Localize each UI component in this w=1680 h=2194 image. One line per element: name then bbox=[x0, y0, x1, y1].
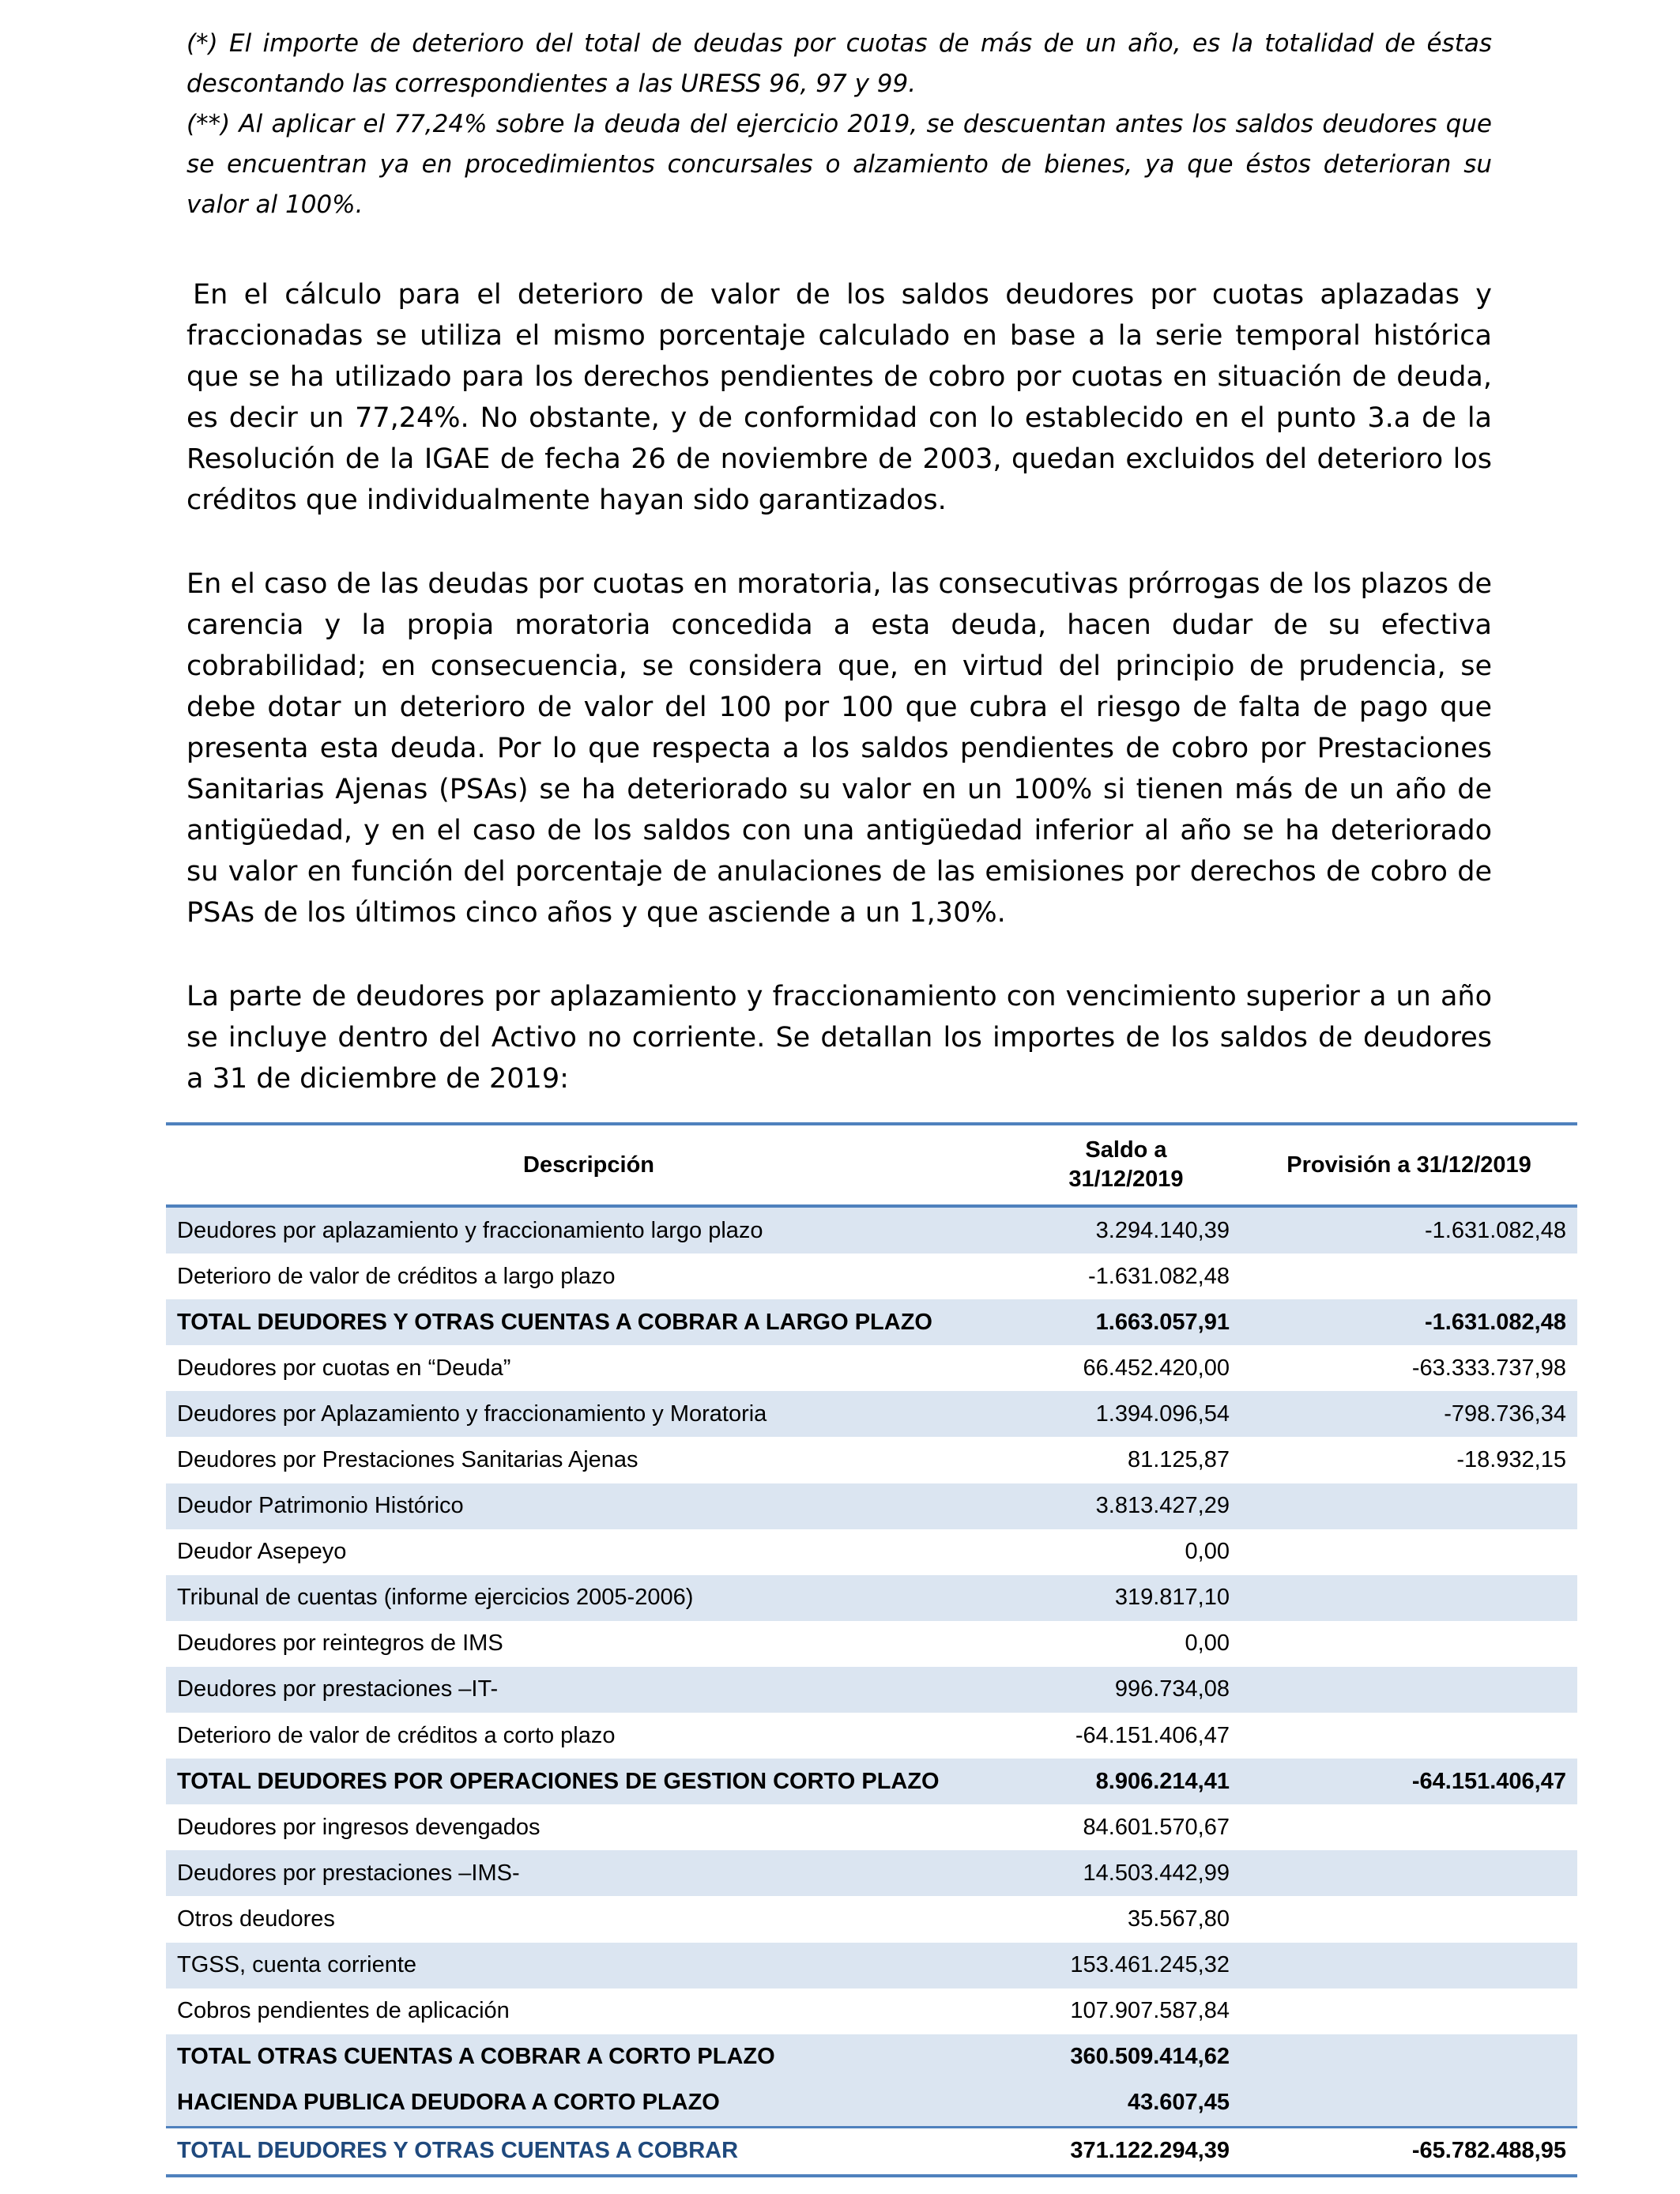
row-description: TOTAL DEUDORES Y OTRAS CUENTAS A COBRAR bbox=[166, 2127, 1011, 2176]
row-saldo: 3.813.427,29 bbox=[1011, 1483, 1241, 1529]
row-saldo: 8.906.214,41 bbox=[1011, 1759, 1241, 1804]
table-row bbox=[166, 1391, 1577, 1437]
row-description: TOTAL DEUDORES POR OPERACIONES DE GESTION CORTO PLAZO bbox=[166, 1759, 1011, 1804]
row-description: Cobros pendientes de aplicación bbox=[177, 1998, 510, 2024]
row-description: Tribunal de cuentas (informe ejercicios 2005-2006) bbox=[166, 1575, 1011, 1621]
table-row bbox=[166, 1713, 1577, 1759]
table-row bbox=[166, 1896, 1577, 1942]
row-provision bbox=[1241, 1943, 1577, 1989]
footnote-1: (*) El importe de deterioro del total de deudas por cuotas de más de un año, es la totalidad de éstas descontando las correspondientes a las URESS 96, 97 y 99. bbox=[186, 29, 1492, 98]
row-provision: -18.932,15 bbox=[1456, 1447, 1566, 1473]
table-row bbox=[166, 1943, 1577, 1989]
table-row bbox=[166, 1621, 1577, 1667]
row-provision bbox=[1241, 1253, 1577, 1299]
row-saldo: 360.509.414,62 bbox=[1011, 2034, 1241, 2080]
deudores-table-wrapper bbox=[166, 1122, 1577, 2177]
row-saldo: 1.394.096,54 bbox=[1011, 1391, 1241, 1437]
table-row bbox=[166, 1575, 1577, 1621]
header-descripcion: Descripción bbox=[166, 1124, 1011, 1206]
deudores-table bbox=[166, 1122, 1577, 2177]
footnote-2: (**) Al aplicar el 77,24% sobre la deuda del ejercicio 2019, se descuentan antes los saldos deudores que se encuentran ya en procedimientos concursales o alzamiento de bienes, ya que éstos deterioran su valor al 100%. bbox=[186, 110, 1492, 219]
row-description: TGSS, cuenta corriente bbox=[166, 1943, 1011, 1989]
table-row bbox=[166, 1483, 1577, 1529]
table-header-row bbox=[166, 1124, 1577, 1206]
row-saldo: 153.461.245,32 bbox=[1011, 1943, 1241, 1989]
row-saldo: 66.452.420,00 bbox=[1083, 1355, 1230, 1381]
row-description: Deudores por prestaciones –IMS- bbox=[166, 1850, 1011, 1896]
table-row bbox=[166, 1989, 1577, 2034]
table-row bbox=[166, 1253, 1577, 1299]
header-saldo-line2: 31/12/2019 bbox=[1068, 1167, 1184, 1192]
row-description: Deudores por cuotas en “Deuda” bbox=[177, 1355, 511, 1381]
row-saldo: 84.601.570,67 bbox=[1083, 1814, 1230, 1840]
row-saldo: 996.734,08 bbox=[1011, 1667, 1241, 1713]
row-provision bbox=[1241, 1483, 1577, 1529]
paragraph-3: La parte de deudores por aplazamiento y fraccionamiento con vencimiento superior a un año se incluye dentro del Activo no corriente. Se detallan los importes de los saldos de deudores a 31 de diciembre de 2019: bbox=[186, 981, 1492, 1095]
row-provision bbox=[1241, 1667, 1577, 1713]
row-provision bbox=[1241, 2034, 1577, 2080]
row-saldo: 35.567,80 bbox=[1127, 1906, 1230, 1932]
row-saldo: 1.663.057,91 bbox=[1011, 1299, 1241, 1345]
row-provision: -65.782.488,95 bbox=[1241, 2127, 1577, 2176]
row-description: Deudores por reintegros de IMS bbox=[177, 1630, 503, 1657]
table-row-total bbox=[166, 1759, 1577, 1804]
row-provision: -798.736,34 bbox=[1241, 1391, 1577, 1437]
row-description: Deudores por aplazamiento y fraccionamiento largo plazo bbox=[166, 1206, 1011, 1253]
row-saldo: 81.125,87 bbox=[1127, 1447, 1230, 1473]
document-page bbox=[186, 24, 1492, 1099]
table-row-total bbox=[166, 2034, 1577, 2080]
row-provision bbox=[1241, 1529, 1577, 1575]
row-saldo: 0,00 bbox=[1185, 1630, 1230, 1657]
row-provision bbox=[1241, 1621, 1577, 1667]
row-provision bbox=[1241, 1850, 1577, 1896]
row-saldo: 319.817,10 bbox=[1011, 1575, 1241, 1621]
footnotes bbox=[186, 24, 1492, 225]
table-row bbox=[166, 1345, 1577, 1391]
header-provision: Provisión a 31/12/2019 bbox=[1241, 1124, 1577, 1206]
row-description: Deterioro de valor de créditos a corto plazo bbox=[177, 1722, 616, 1748]
row-description: Deudor Asepeyo bbox=[177, 1539, 347, 1565]
table-row bbox=[166, 1437, 1577, 1483]
row-provision bbox=[1241, 1896, 1577, 1942]
row-saldo: 14.503.442,99 bbox=[1011, 1850, 1241, 1896]
header-saldo bbox=[1011, 1124, 1241, 1206]
row-provision: -64.151.406,47 bbox=[1241, 1759, 1577, 1804]
row-provision bbox=[1241, 1575, 1577, 1621]
table-row bbox=[166, 1667, 1577, 1713]
row-description: Otros deudores bbox=[177, 1906, 335, 1932]
row-description: TOTAL OTRAS CUENTAS A COBRAR A CORTO PLAZO bbox=[166, 2034, 1011, 2080]
row-saldo: 0,00 bbox=[1185, 1539, 1230, 1565]
table-row bbox=[166, 1804, 1577, 1850]
row-provision: -1.631.082,48 bbox=[1241, 1299, 1577, 1345]
table-row bbox=[166, 1529, 1577, 1575]
row-provision bbox=[1241, 1989, 1577, 2034]
row-provision bbox=[1241, 1804, 1577, 1850]
row-description: Deudores por Aplazamiento y fraccionamiento y Moratoria bbox=[166, 1391, 1011, 1437]
row-description: HACIENDA PUBLICA DEUDORA A CORTO PLAZO bbox=[166, 2080, 1011, 2128]
table-row-grand-total bbox=[166, 2127, 1577, 2176]
row-description: Deterioro de valor de créditos a largo plazo bbox=[177, 1263, 616, 1289]
row-saldo: 43.607,45 bbox=[1011, 2080, 1241, 2128]
table-row bbox=[166, 1206, 1577, 1253]
row-saldo: 371.122.294,39 bbox=[1011, 2127, 1241, 2176]
row-provision: -1.631.082,48 bbox=[1241, 1206, 1577, 1253]
table-row bbox=[166, 1850, 1577, 1896]
row-provision bbox=[1241, 1713, 1577, 1759]
row-provision: -63.333.737,98 bbox=[1411, 1355, 1566, 1381]
row-provision bbox=[1241, 2080, 1577, 2128]
row-saldo: 107.907.587,84 bbox=[1070, 1998, 1230, 2024]
row-description: Deudores por ingresos devengados bbox=[177, 1814, 541, 1840]
table-row-total bbox=[166, 1299, 1577, 1345]
paragraph-2: En el caso de las deudas por cuotas en moratoria, las consecutivas prórrogas de los plazos de carencia y la propia moratoria concedida a esta deuda, hacen dudar de su efectiva cobrabilidad; en consecuencia, se considera que, en virtud del principio de prudencia, se debe dotar un deterioro de valor del 100 por 100 que cubra el riesgo de falta de pago que presenta esta deuda. Por lo que respecta a los saldos pendientes de cobro por Prestaciones Sanitarias Ajenas (PSAs) se ha deteriorado su valor en un 100% si tienen más de un año de antigüedad, y en el caso de los saldos con una antigüedad inferior al año se ha deteriorado su valor en función del porcentaje de anulaciones de las emisiones por derechos de cobro de PSAs de los últimos cinco años y que asciende a un 1,30%. bbox=[186, 568, 1492, 929]
paragraph-1: En el cálculo para el deterioro de valor de los saldos deudores por cuotas aplazadas y fraccionadas se utiliza el mismo porcentaje calculado en base a la serie temporal histórica que se ha utilizado para los derechos pendientes de cobro por cuotas en situación de deuda, es decir un 77,24%. No obstante, y de conformidad con lo establecido en el punto 3.a de la Resolución de la IGAE de fecha 26 de noviembre de 2003, quedan excluidos del deterioro los créditos que individualmente hayan sido garantizados. bbox=[186, 279, 1492, 516]
row-description: Deudor Patrimonio Histórico bbox=[166, 1483, 1011, 1529]
row-saldo: -1.631.082,48 bbox=[1088, 1263, 1230, 1289]
row-description: Deudores por Prestaciones Sanitarias Ajenas bbox=[177, 1447, 638, 1473]
row-saldo: -64.151.406,47 bbox=[1075, 1722, 1230, 1748]
row-description: TOTAL DEUDORES Y OTRAS CUENTAS A COBRAR A LARGO PLAZO bbox=[166, 1299, 1011, 1345]
header-saldo-line1: Saldo a bbox=[1085, 1137, 1167, 1163]
row-saldo: 3.294.140,39 bbox=[1011, 1206, 1241, 1253]
table-row-total bbox=[166, 2080, 1577, 2128]
row-description: Deudores por prestaciones –IT- bbox=[166, 1667, 1011, 1713]
